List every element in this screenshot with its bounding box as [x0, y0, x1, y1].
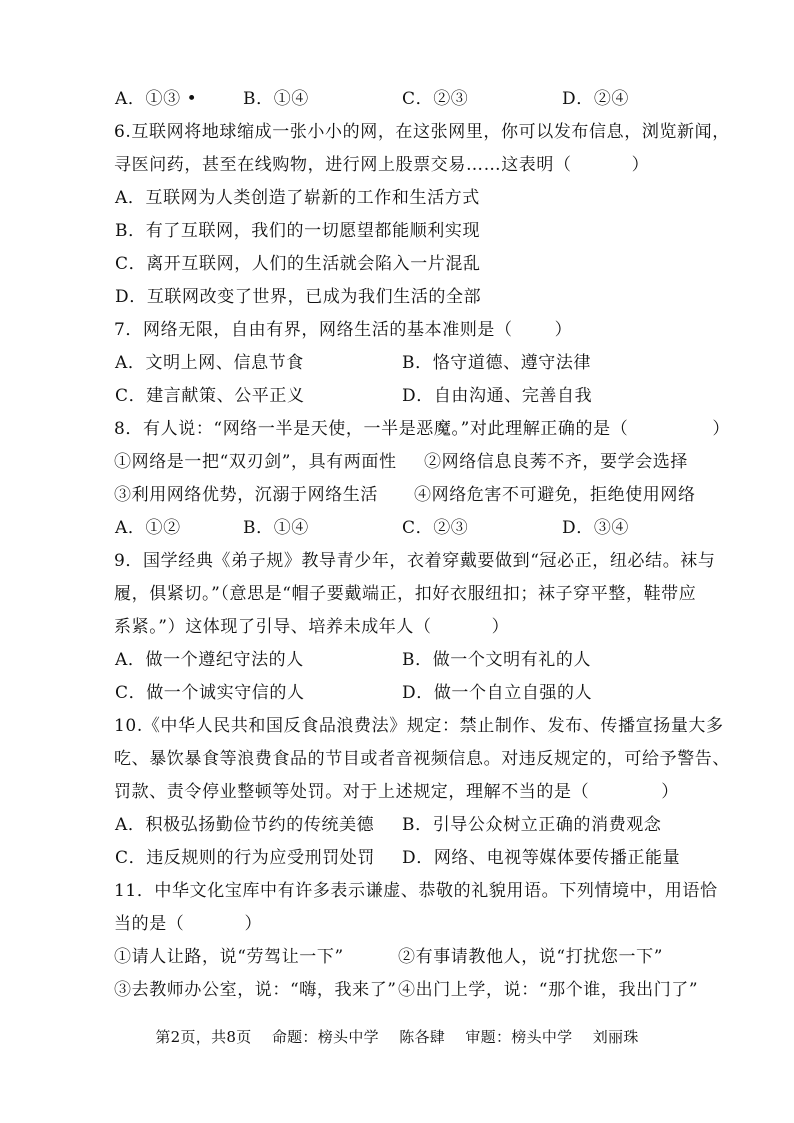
- q8-stem: 8．有人说：“网络一半是天使，一半是恶魔。”对此理解正确的是（ ）: [114, 419, 730, 439]
- q9-stem-line1: 9．国学经典《弟子规》教导青少年，衣着穿戴要做到“冠必正，纽必结。袜与: [114, 551, 716, 571]
- q8-option-a: A．①②: [115, 518, 181, 538]
- q6-stem-line1: 6.互联网将地球缩成一张小小的网，在这张网里，你可以发布信息，浏览新闻，: [114, 122, 730, 142]
- q10-stem-line2: 吃、暴饮暴食等浪费食品的节目或者音视频信息。对违反规定的，可给予警告、: [114, 749, 730, 769]
- q11-statement-1: ①请人让路，说“劳驾让一下”: [114, 947, 344, 967]
- q6-option-c: C．离开互联网，人们的生活就会陷入一片混乱: [115, 254, 481, 274]
- q10-stem-line1: 10.《中华人民共和国反食品浪费法》规定：禁止制作、发布、传播宣扬量大多: [114, 716, 724, 736]
- q8-option-d: D．③④: [562, 518, 630, 538]
- q11-statement-2: ②有事请教他人，说“打扰您一下”: [398, 947, 663, 967]
- q9-option-b: B．做一个文明有礼的人: [402, 650, 592, 670]
- q5-option-c: C．②③: [402, 89, 469, 109]
- q11-stem-line1: 11．中华文化宝库中有许多表示谦虚、恭敬的礼貌用语。下列情境中，用语恰: [114, 881, 718, 901]
- q8-option-c: C．②③: [402, 518, 469, 538]
- q6-option-b: B．有了互联网，我们的一切愿望都能顺利实现: [115, 221, 481, 241]
- q10-option-d: D．网络、电视等媒体要传播正能量: [402, 848, 681, 868]
- q9-stem-line3: 系紧。”）这体现了引导、培养未成年人（ ）: [114, 617, 510, 637]
- q6-stem-line2: 寻医问药，甚至在线购物，进行网上股票交易……这表明（ ）: [114, 155, 650, 175]
- q7-option-b: B．恪守道德、遵守法律: [402, 353, 592, 373]
- q10-option-b: B．引导公众树立正确的消费观念: [402, 815, 662, 835]
- q11-statement-3: ③去教师办公室，说：“嗨，我来了”: [114, 980, 397, 1000]
- q7-option-c: C．建言献策、公平正义: [115, 386, 305, 406]
- q5-option-a: A．①③ •: [115, 89, 198, 109]
- q9-option-d: D．做一个自立自强的人: [402, 683, 593, 703]
- q10-stem-line3: 罚款、责令停业整顿等处罚。对于上述规定，理解不当的是（ ）: [114, 782, 679, 802]
- q7-stem: 7．网络无限，自由有界，网络生活的基本准则是（ ）: [114, 320, 573, 340]
- q8-statement-4: ④网络危害不可避免，拒绝使用网络: [414, 485, 696, 505]
- q9-option-a: A．做一个遵纪守法的人: [115, 650, 304, 670]
- q8-option-b: B．①④: [243, 518, 309, 538]
- q10-option-a: A．积极弘扬勤俭节约的传统美德: [115, 815, 375, 835]
- q10-option-c: C．违反规则的行为应受刑罚处罚: [115, 848, 376, 868]
- q11-stem-line2: 当的是（ ）: [114, 914, 263, 934]
- q7-option-d: D．自由沟通、完善自我: [402, 386, 593, 406]
- q5-option-d: D．②④: [562, 89, 630, 109]
- q6-option-d: D．互联网改变了世界，已成为我们生活的全部: [115, 287, 482, 307]
- q9-option-c: C．做一个诚实守信的人: [115, 683, 305, 703]
- q5-option-b: B．①④: [243, 89, 309, 109]
- q9-stem-line2: 履，俱紧切。”（意思是“帽子要戴端正，扣好衣服纽扣；袜子穿平整，鞋带应: [114, 584, 697, 604]
- q11-statement-4: ④出门上学，说：“那个谁，我出门了”: [398, 980, 699, 1000]
- page-footer: 第2页，共8页 命题：榜头中学 陈各肆 审题：榜头中学 刘丽珠: [155, 1028, 639, 1046]
- q7-option-a: A．文明上网、信息节食: [115, 353, 304, 373]
- q6-option-a: A．互联网为人类创造了崭新的工作和生活方式: [115, 188, 480, 208]
- q8-statement-3: ③利用网络优势，沉溺于网络生活: [114, 485, 378, 505]
- q8-statement-1: ①网络是一把“双刃剑”，具有两面性: [114, 452, 397, 472]
- q8-statement-2: ②网络信息良莠不齐，要学会选择: [424, 452, 688, 472]
